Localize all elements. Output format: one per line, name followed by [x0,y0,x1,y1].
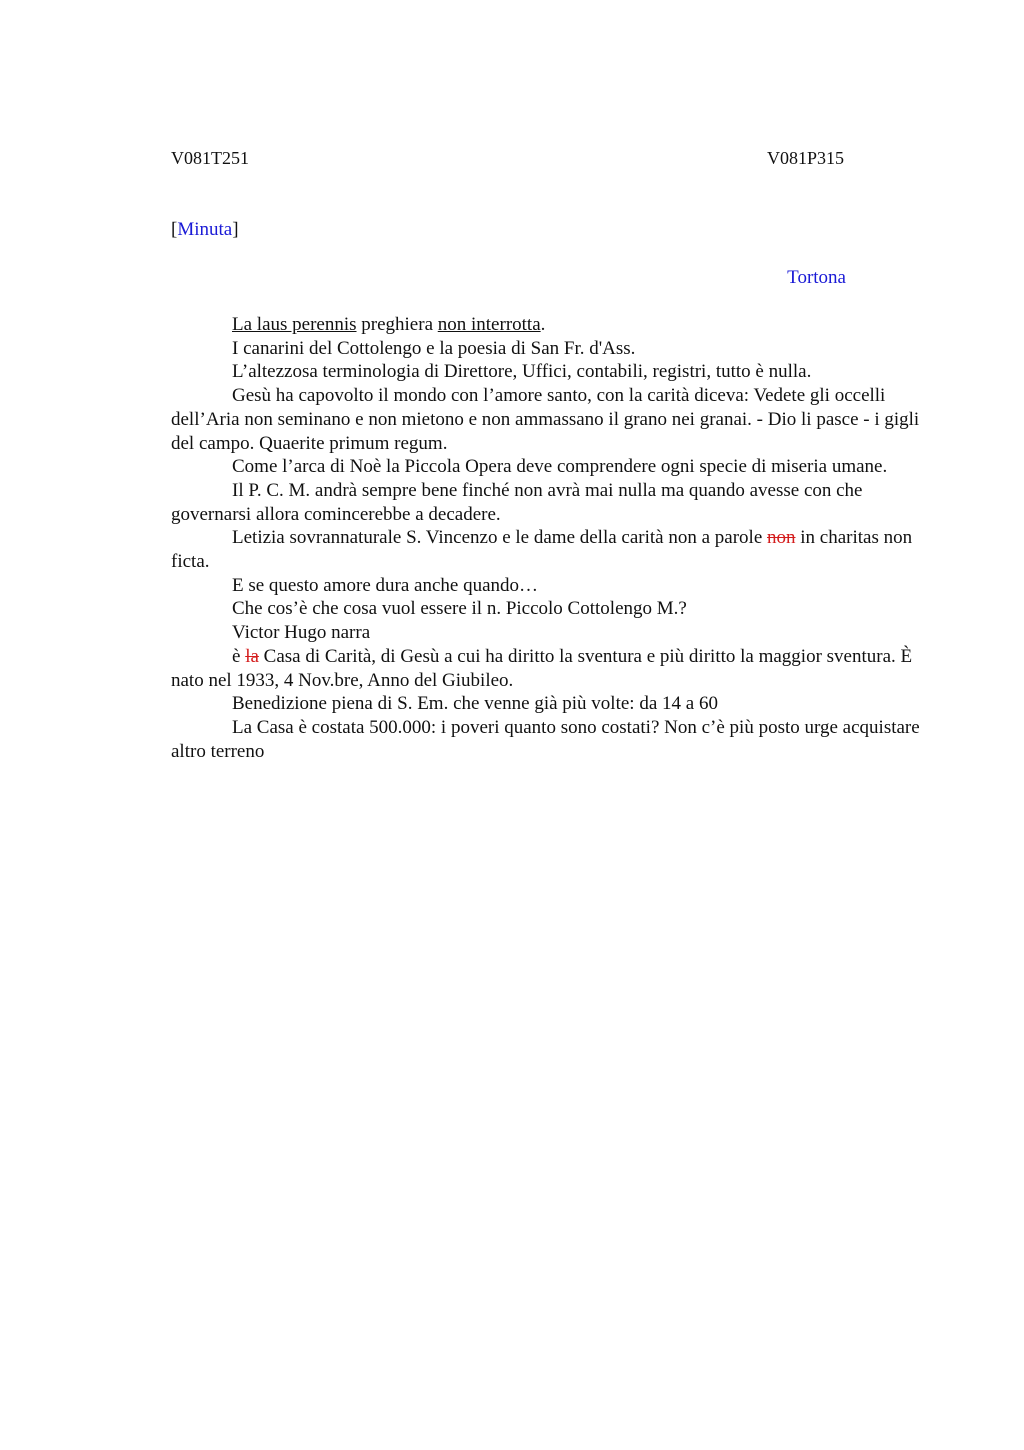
paragraph-5: Come l’arca di Noè la Piccola Opera deve comprendere ogni specie di miseria umane. [232,456,888,478]
paragraph-8: E se questo amore dura anche quando… [232,574,539,596]
paragraph-1 [171,313,921,337]
place-name: Tortona [787,267,846,288]
paragraph-2: I canarini del Cottolengo e la poesia di San Fr. d'Ass. [232,337,636,359]
plain-text: Casa di Carità, di Gesù a cui ha diritto la sventura e più diritto la maggior sventura. È nato nel 1933, 4 Nov.bre, Anno del Giubileo. [171,645,913,691]
plain-text: preghiera [356,314,438,335]
underlined-text: La laus perennis [232,314,357,335]
document-page [171,0,921,1450]
plain-text: è [232,645,246,667]
paragraph-4: Gesù ha capovolto il mondo con l’amore santo, con la carità diceva: Vedete gli occelli dell’Aria non seminano e non mietono e non ammassano il grano nei granai. - Dio li pasce - i gigli del campo. Quaerite primum regum. [171,385,920,454]
paragraph-10: Victor Hugo narra [232,622,371,644]
paragraph-13: La Casa è costata 500.000: i poveri quanto sono costati? Non c’è più posto urge acquistare altro terreno [171,716,920,762]
paragraph-9: Che cos’è che cosa vuol essere il n. Piccolo Cottolengo M.? [232,598,687,620]
letter-body [171,313,921,763]
paragraph-12: Benedizione piena di S. Em. che venne già più volte: da 14 a 60 [232,693,718,715]
plain-text: Letizia sovrannaturale S. Vincenzo e le dame della carità non a parole [232,527,768,549]
plain-text: in charitas non ficta. [171,527,913,573]
bracket-close: ] [232,219,239,240]
page-code: V081P315 [766,148,844,168]
deleted-text: non [767,527,796,549]
underlined-text: non interrotta [437,314,541,335]
bracket-open: [ [171,219,178,240]
plain-text: . [540,314,546,335]
paragraph-6: Il P. C. M. andrà sempre bene finché non avrà mai nulla ma quando avesse con che governarsi allora comincerebbe a decadere. [171,479,863,525]
deleted-text: la [245,645,259,667]
minuta-label [171,218,239,242]
paragraph-3: L’altezzosa terminologia di Direttore, Uffici, contabili, registri, tutto è nulla. [232,361,812,383]
minuta-text: Minuta [177,219,233,240]
paragraph-11 [171,645,921,692]
document-code: V081T251 [171,148,249,168]
paragraph-7 [171,526,921,573]
